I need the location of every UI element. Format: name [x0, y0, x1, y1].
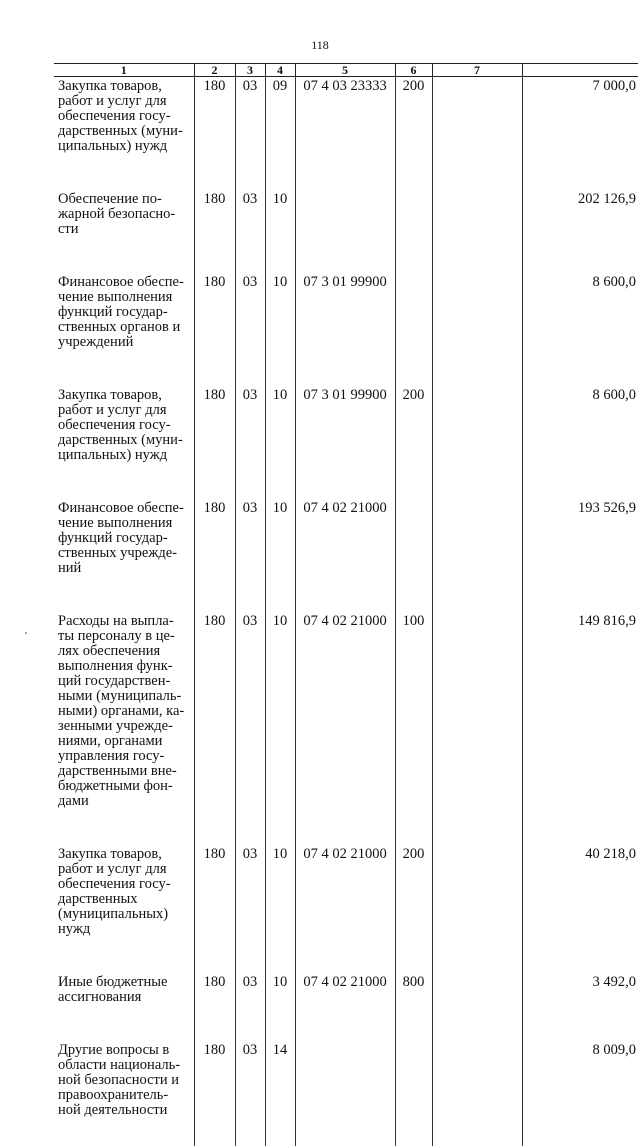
row-code-target: 07 4 02 21000	[295, 975, 395, 1043]
row-name-line: Закупка товаров,	[58, 847, 192, 862]
row-name-line: дарственных	[58, 892, 192, 907]
row-name-line: дарственными вне-	[58, 764, 192, 779]
row-name	[54, 847, 194, 975]
row-code-subsection: 10	[265, 388, 295, 501]
row-code-subsection: 14	[265, 1043, 295, 1118]
row-name-line: правоохранитель-	[58, 1088, 192, 1103]
row-amount: 7 000,0	[522, 77, 638, 193]
row-name-line: функций государ-	[58, 305, 192, 320]
row-code-section: 03	[235, 77, 265, 193]
row-amount: 8 009,0	[522, 1043, 638, 1118]
row-code-admin: 180	[194, 975, 235, 1043]
row-code-admin: 180	[194, 388, 235, 501]
row-code-admin: 180	[194, 614, 235, 847]
row-name-line: бюджетными фон-	[58, 779, 192, 794]
row-name-line: сти	[58, 222, 192, 237]
row-name-line: дарственных (муни-	[58, 433, 192, 448]
row-name-line: ты персоналу в це-	[58, 629, 192, 644]
row-name-line: учреждений	[58, 335, 192, 350]
scan-speck	[25, 632, 27, 634]
row-code-expense-type	[395, 501, 432, 614]
filler-cell	[235, 1118, 265, 1146]
row-code-expense-type: 200	[395, 847, 432, 975]
row-amount: 202 126,9	[522, 192, 638, 275]
row-name-line: Закупка товаров,	[58, 79, 192, 94]
row-name-line: Финансовое обеспе-	[58, 501, 192, 516]
row-name	[54, 77, 194, 193]
row-name-line: ципальных) нужд	[58, 139, 192, 154]
row-code-section: 03	[235, 975, 265, 1043]
row-name-line: дами	[58, 794, 192, 809]
row-code-target: 07 4 03 23333	[295, 77, 395, 193]
row-amount: 8 600,0	[522, 388, 638, 501]
row-code-section: 03	[235, 614, 265, 847]
header-row	[54, 64, 638, 77]
row-name-line: ными) органами, ка-	[58, 704, 192, 719]
filler-cell	[522, 1118, 638, 1146]
row-name-line: Закупка товаров,	[58, 388, 192, 403]
row-name	[54, 1043, 194, 1118]
filler-cell	[265, 1118, 295, 1146]
row-name-line: ными (муниципаль-	[58, 689, 192, 704]
row-col-7	[432, 501, 522, 614]
row-code-target: 07 4 02 21000	[295, 614, 395, 847]
table-row	[54, 1043, 638, 1118]
row-code-target: 07 4 02 21000	[295, 847, 395, 975]
row-name-line: Иные бюджетные	[58, 975, 192, 990]
row-name-line: ципальных) нужд	[58, 448, 192, 463]
row-code-section: 03	[235, 847, 265, 975]
row-name-line: лях обеспечения	[58, 644, 192, 659]
row-name-line: ной деятельности	[58, 1103, 192, 1118]
row-name-line: (муниципальных)	[58, 907, 192, 922]
row-name-line: выполнения функ-	[58, 659, 192, 674]
row-col-7	[432, 192, 522, 275]
filler-cell	[194, 1118, 235, 1146]
row-col-7	[432, 614, 522, 847]
row-code-expense-type	[395, 275, 432, 388]
table-body	[54, 77, 638, 1146]
row-code-subsection: 10	[265, 975, 295, 1043]
row-code-target: 07 3 01 99900	[295, 275, 395, 388]
row-code-target: 07 4 02 21000	[295, 501, 395, 614]
row-amount: 149 816,9	[522, 614, 638, 847]
row-code-expense-type: 800	[395, 975, 432, 1043]
row-code-subsection: 10	[265, 275, 295, 388]
row-code-subsection: 10	[265, 847, 295, 975]
row-amount: 8 600,0	[522, 275, 638, 388]
budget-table	[54, 63, 638, 1146]
row-code-section: 03	[235, 1043, 265, 1118]
row-code-expense-type	[395, 192, 432, 275]
table-header	[54, 64, 638, 77]
table-row	[54, 847, 638, 975]
table-row	[54, 77, 638, 193]
row-name-line: нужд	[58, 922, 192, 937]
row-name-line: функций государ-	[58, 531, 192, 546]
row-col-7	[432, 975, 522, 1043]
row-amount: 3 492,0	[522, 975, 638, 1043]
table-filler-row	[54, 1118, 638, 1146]
table-row	[54, 614, 638, 847]
row-name-line: работ и услуг для	[58, 403, 192, 418]
row-name-line: управления госу-	[58, 749, 192, 764]
row-code-section: 03	[235, 192, 265, 275]
row-name	[54, 192, 194, 275]
row-col-7	[432, 77, 522, 193]
row-code-expense-type: 200	[395, 388, 432, 501]
header-col-8	[522, 64, 638, 77]
row-name	[54, 975, 194, 1043]
row-name-line: Обеспечение по-	[58, 192, 192, 207]
row-code-admin: 180	[194, 192, 235, 275]
row-code-admin: 180	[194, 501, 235, 614]
row-name-line: ассигнования	[58, 990, 192, 1005]
table-row	[54, 275, 638, 388]
row-name-line: чение выполнения	[58, 516, 192, 531]
row-name-line: Финансовое обеспе-	[58, 275, 192, 290]
table-row	[54, 975, 638, 1043]
row-name-line: обеспечения госу-	[58, 418, 192, 433]
row-amount: 40 218,0	[522, 847, 638, 975]
row-name-line: дарственных (муни-	[58, 124, 192, 139]
row-code-admin: 180	[194, 847, 235, 975]
row-code-admin: 180	[194, 275, 235, 388]
row-code-target	[295, 1043, 395, 1118]
row-name-line: ниями, органами	[58, 734, 192, 749]
row-code-expense-type: 100	[395, 614, 432, 847]
row-code-subsection: 10	[265, 501, 295, 614]
row-code-subsection: 09	[265, 77, 295, 193]
header-col-5: 5	[295, 64, 395, 77]
header-col-3: 3	[235, 64, 265, 77]
row-code-admin: 180	[194, 77, 235, 193]
row-col-7	[432, 847, 522, 975]
filler-cell	[295, 1118, 395, 1146]
row-name	[54, 501, 194, 614]
row-name-line: ственных учрежде-	[58, 546, 192, 561]
row-code-expense-type: 200	[395, 77, 432, 193]
row-col-7	[432, 388, 522, 501]
header-col-2: 2	[194, 64, 235, 77]
row-name-line: обеспечения госу-	[58, 109, 192, 124]
row-name-line: Расходы на выпла-	[58, 614, 192, 629]
filler-cell	[395, 1118, 432, 1146]
row-code-section: 03	[235, 388, 265, 501]
row-name-line: ний	[58, 561, 192, 576]
row-name-line: обеспечения госу-	[58, 877, 192, 892]
row-code-section: 03	[235, 275, 265, 388]
row-col-7	[432, 275, 522, 388]
row-name-line: ной безопасности и	[58, 1073, 192, 1088]
header-col-1: 1	[54, 64, 194, 77]
row-name-line: области националь-	[58, 1058, 192, 1073]
row-code-target: 07 3 01 99900	[295, 388, 395, 501]
row-name-line: ций государствен-	[58, 674, 192, 689]
page-number: 118	[0, 38, 640, 53]
row-col-7	[432, 1043, 522, 1118]
header-col-6: 6	[395, 64, 432, 77]
row-code-expense-type	[395, 1043, 432, 1118]
table-row	[54, 192, 638, 275]
table-row	[54, 388, 638, 501]
row-code-subsection: 10	[265, 192, 295, 275]
row-code-subsection: 10	[265, 614, 295, 847]
row-name-line: жарной безопасно-	[58, 207, 192, 222]
row-code-target	[295, 192, 395, 275]
header-col-4: 4	[265, 64, 295, 77]
table-row	[54, 501, 638, 614]
row-name-line: работ и услуг для	[58, 94, 192, 109]
row-name	[54, 275, 194, 388]
row-name-line: Другие вопросы в	[58, 1043, 192, 1058]
row-amount: 193 526,9	[522, 501, 638, 614]
row-code-section: 03	[235, 501, 265, 614]
row-name-line: зенными учрежде-	[58, 719, 192, 734]
row-name	[54, 614, 194, 847]
header-col-7: 7	[432, 64, 522, 77]
row-name-line: работ и услуг для	[58, 862, 192, 877]
row-name	[54, 388, 194, 501]
filler-cell	[54, 1118, 194, 1146]
row-name-line: чение выполнения	[58, 290, 192, 305]
row-code-admin: 180	[194, 1043, 235, 1118]
filler-cell	[432, 1118, 522, 1146]
row-name-line: ственных органов и	[58, 320, 192, 335]
